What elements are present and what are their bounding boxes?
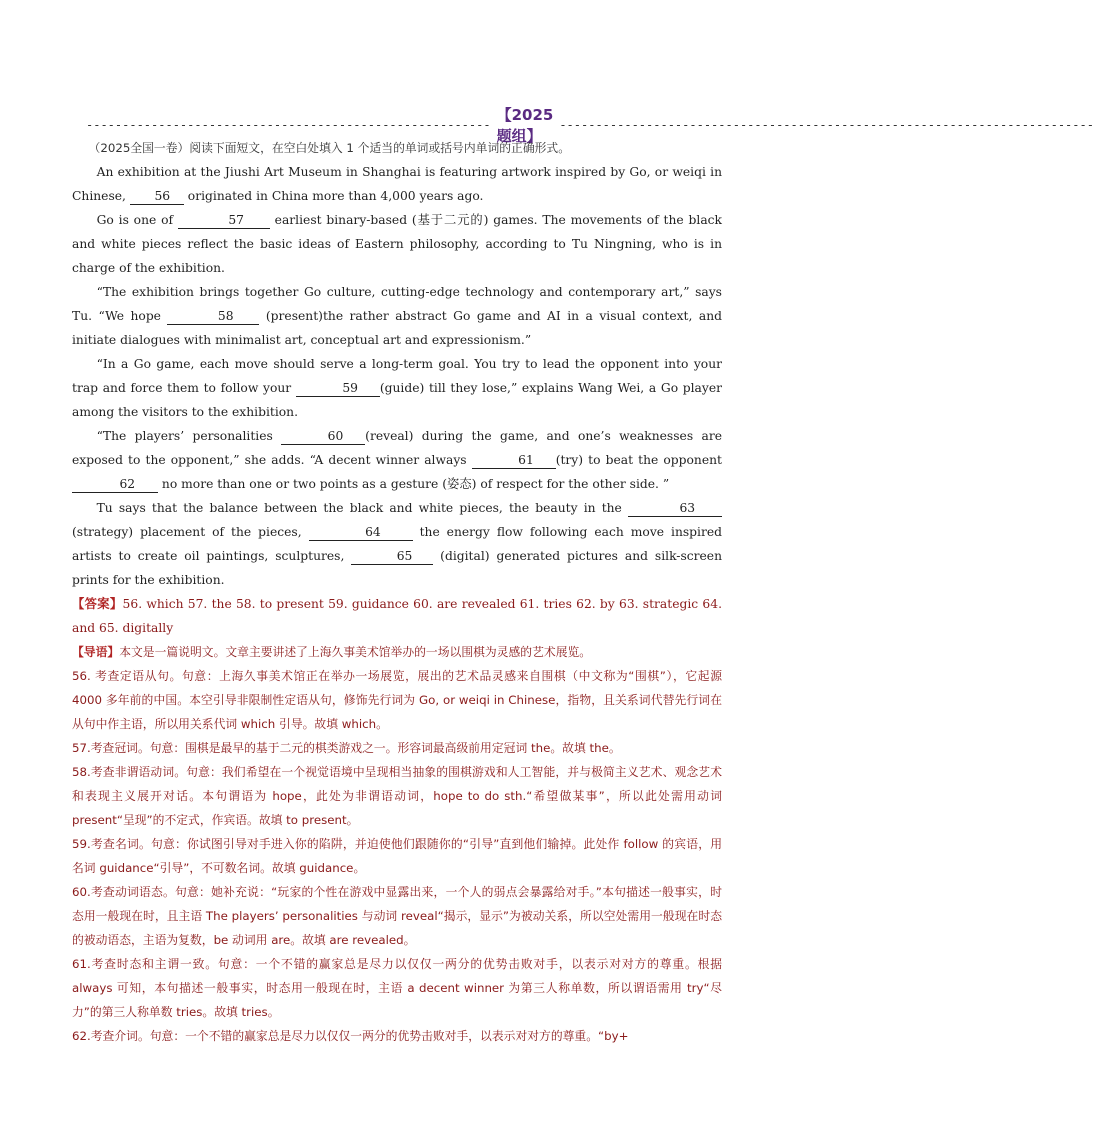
passage-text: “The players’ personalities [96, 429, 282, 443]
guide-block [72, 640, 722, 664]
passage-text: (reveal) during the game, and one’s weaknesses are exposed to the opponent,” she adds. “A decent winner always [72, 429, 722, 467]
blank-63[interactable]: 63 [628, 500, 722, 517]
blank-59[interactable]: 59 [296, 380, 380, 397]
question-instruction: （2025全国一卷）阅读下面短文，在空白处填入 1 个适当的单词或括号内单词的正确形式。 [88, 141, 571, 155]
blank-65[interactable]: 65 [351, 548, 433, 565]
passage-paragraph-2 [72, 208, 722, 280]
content [72, 136, 722, 1048]
passage-text: Tu says that the balance between the black and white pieces, the beauty in the [96, 501, 628, 515]
explanation-61: 61.考查时态和主谓一致。句意：一个不错的赢家总是尽力以仅仅一两分的优势击败对手，以表示对对方的尊重。根据 always 可知，本句描述一般事实，时态用一般现在时，主语 a decent winner 为第三人称单数，所以谓语需用 try“尽力”的第三人称单数 tries。故填 tries。 [72, 957, 722, 1019]
passage-text: the energy flow following each move inspired artists to create oil paintings, sculptures, [72, 525, 723, 563]
blank-62[interactable]: 62 [72, 476, 158, 493]
passage-paragraph-1 [72, 160, 722, 208]
right-divider: -------------------------------------------------------------------------- [559, 118, 1094, 132]
passage-text: “In a Go game, each move should serve a long-term goal. You try to lead the opponent into your trap and force them to follow your [72, 357, 722, 395]
section-title: 【2025题组】 [496, 106, 554, 145]
answer-block [72, 592, 722, 640]
blank-60[interactable]: 60 [281, 428, 365, 445]
answer-label: 【答案】 [72, 597, 123, 611]
passage-text: no more than one or two points as a gesture (姿态) of respect for the other side. ” [158, 477, 670, 491]
blank-61[interactable]: 61 [472, 452, 556, 469]
explanation-59: 59.考查名词。句意：你试图引导对手进入你的陷阱，并迫使他们跟随你的“引导”直到他们输掉。此处作 follow 的宾语，用名词 guidance“引导”，不可数名词。故填 guidance。 [72, 837, 722, 875]
passage-text: An exhibition at the Jiushi Art Museum in Shanghai is featuring artwork inspired by Go, or weiqi in Chinese, [72, 165, 722, 203]
explanation-58: 58.考查非谓语动词。句意：我们希望在一个视觉语境中呈现相当抽象的围棋游戏和人工智能，并与极简主义艺术、观念艺术和表现主义展开对话。本句谓语为 hope，此处为非谓语动词，hope to do sth.“希望做某事”，所以此处需用动词 present“呈现”的不定式，作宾语。故填 to present。 [72, 765, 722, 827]
explanation-62: 62.考查介词。句意：一个不错的赢家总是尽力以仅仅一两分的优势击败对手，以表示对对方的尊重。“by+ [72, 1029, 629, 1043]
left-divider: -------------------------------------------------------- [86, 118, 491, 132]
passage-text: (strategy) placement of the pieces, [72, 525, 309, 539]
passage-paragraph-5 [72, 424, 722, 496]
blank-57[interactable]: 57 [178, 212, 270, 229]
passage-text: (guide) till they lose,” explains Wang Wei, a Go player among the visitors to the exhibition. [72, 381, 722, 419]
passage-text: (digital) generated pictures and silk-screen prints for the exhibition. [72, 549, 723, 587]
passage-paragraph-3 [72, 280, 722, 352]
guide-label: 【导语】 [72, 645, 120, 659]
guide-text: 本文是一篇说明文。文章主要讲述了上海久事美术馆举办的一场以围棋为灵感的艺术展览。 [119, 645, 592, 659]
passage-paragraph-4 [72, 352, 722, 424]
passage-paragraph-6 [72, 496, 722, 592]
answer-text: 56. which 57. the 58. to present 59. guidance 60. are revealed 61. tries 62. by 63. strategic 64. and 65. digitally [72, 597, 722, 635]
blank-58[interactable]: 58 [167, 308, 259, 325]
explanation-60: 60.考查动词语态。句意：她补充说：“玩家的个性在游戏中显露出来，一个人的弱点会暴露给对手。”本句描述一般事实，时态用一般现在时，且主语 The players’ personalities 与动词 reveal“揭示，显示”为被动关系，所以空处需用一般现在时态的被动语态，主语为复数，be 动词用 are。故填 are revealed。 [72, 885, 722, 947]
blank-64[interactable]: 64 [309, 524, 413, 541]
passage-text: originated in China more than 4,000 years ago. [183, 189, 484, 203]
blank-56[interactable]: 56 [130, 188, 184, 205]
passage-text: (present)the rather abstract Go game and AI in a visual context, and initiate dialogues with minimalist art, conceptual art and expressionism.” [72, 309, 722, 347]
passage-text: Go is one of [96, 213, 178, 227]
explanation-56: 56. 考查定语从句。句意：上海久事美术馆正在举办一场展览，展出的艺术品灵感来自围棋（中文称为“围棋”），它起源 4000 多年前的中国。本空引导非限制性定语从句，修饰先行词为 Go, or weiqi in Chinese，指物，且关系词代替先行词在从句中作主语，所以用关系代词 which 引导。故填 which。 [72, 669, 722, 731]
passage-text: “The exhibition brings together Go culture, cutting-edge technology and contemporary art,” says Tu. “We hope [72, 285, 722, 323]
passage-text: (try) to beat the opponent [555, 453, 722, 467]
passage-text: earliest binary-based (基于二元的) games. The movements of the black and white pieces reflect the basic ideas of Eastern philosophy, according to Tu Ningning, who is in charge of the exhibition. [72, 213, 722, 275]
explanation-57: 57.考查冠词。句意：围棋是最早的基于二元的棋类游戏之一。形容词最高级前用定冠词 the。故填 the。 [72, 741, 621, 755]
